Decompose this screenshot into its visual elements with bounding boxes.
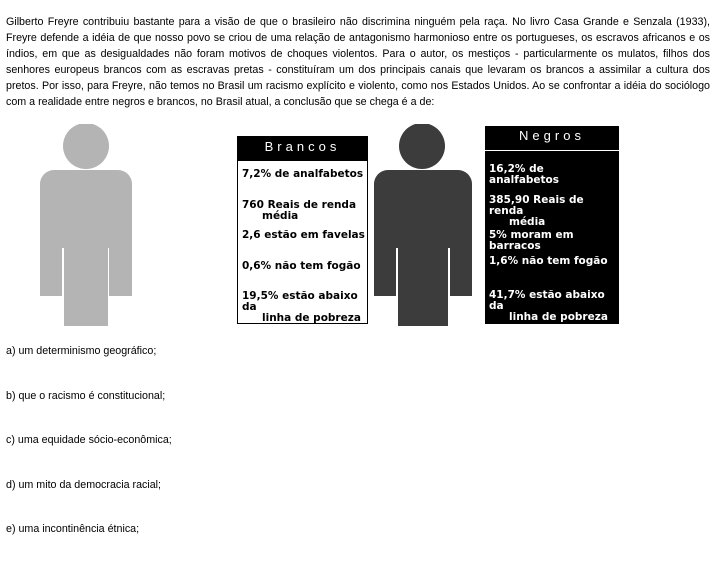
brancos-stat: 0,6% não tem fogão bbox=[242, 260, 361, 272]
answer-options bbox=[6, 344, 172, 567]
negros-stat: 41,7% estão abaixo da linha de pobreza bbox=[489, 289, 608, 323]
brancos-stat: 19,5% estão abaixo da linha de pobreza bbox=[242, 290, 361, 324]
black-person-silhouette bbox=[374, 124, 472, 326]
option-e[interactable]: e) uma incontinência étnica; bbox=[6, 523, 140, 535]
negros-stat: 385,90 Reais de renda média bbox=[489, 194, 584, 228]
brancos-panel bbox=[237, 136, 368, 324]
negros-stat: 16,2% de analfabetos bbox=[489, 163, 560, 186]
white-person-silhouette bbox=[40, 124, 132, 326]
negros-stat: 1,6% não tem fogão bbox=[489, 255, 608, 267]
negros-title: Negros bbox=[485, 126, 619, 151]
option-d[interactable]: d) um mito da democracia racial; bbox=[6, 478, 162, 491]
brancos-title: Brancos bbox=[238, 137, 367, 161]
option-c[interactable]: c) uma equidade sócio-econômica; bbox=[6, 434, 172, 446]
comparison-figure bbox=[232, 124, 620, 326]
negros-panel bbox=[485, 126, 619, 324]
brancos-stat: 2,6 estão em favelas bbox=[242, 229, 365, 241]
brancos-stat: 7,2% de analfabetos bbox=[242, 168, 364, 180]
question-text: Gilberto Freyre contribuiu bastante para a visão de que o brasileiro não discrimina ninguém pela raça. No livro Casa Grande e Senzala (1933), Freyre defende a idéia de que nosso povo se criou de uma relação de antagonismo harmonioso entre os portugueses, os escravos africanos e os índios, em que as desigualdades não foram motivos de choques violentos. Para o autor, os mestiços - particularmente os mulatos, filhos dos senhores europeus brancos com as escravas pretas - constituíram um dos principais canais que levaram os brancos a assimilar a cultura dos pretos. Por isso, para Freyre, não temos no Brasil um racismo explícito e violento, como nos Estados Unidos. Ao se confrontar a idéia do sociólogo com a realidade entre negros e brancos, no Brasil atual, a conclusão que se chega é a de: bbox=[6, 16, 710, 109]
option-a[interactable]: a) um determinismo geográfico; bbox=[6, 345, 157, 357]
option-b[interactable]: b) que o racismo é constitucional; bbox=[6, 389, 166, 402]
brancos-stat: 760 Reais de renda média bbox=[242, 199, 357, 222]
negros-stat: 5% moram em barracos bbox=[489, 229, 574, 252]
